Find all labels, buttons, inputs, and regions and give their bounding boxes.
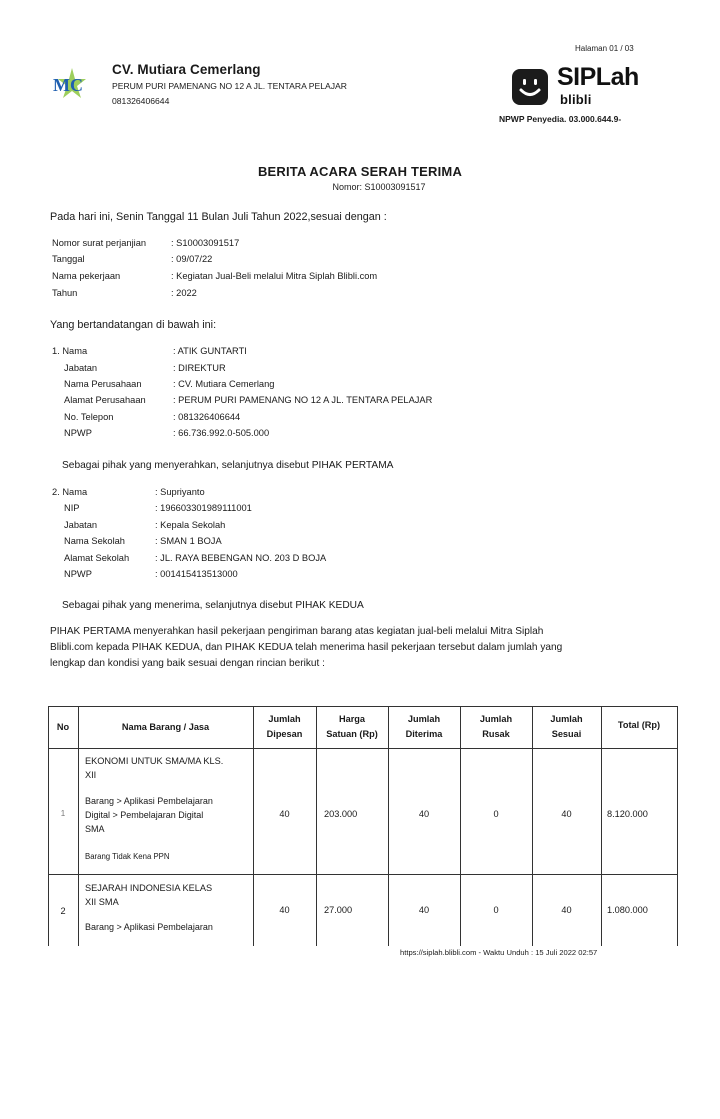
agreement-value: : 2022 [171,288,197,298]
row1-name-line: XII [85,770,97,780]
party1-value: : ATIK GUNTARTI [173,346,247,356]
header-sesuai-line1: Jumlah [550,714,583,724]
party2-label: 2. Nama [52,487,88,497]
party1-value: : 081326406644 [173,412,241,422]
company-logo [50,67,90,101]
header-dipesan-line2: Dipesan [266,729,303,739]
intro-text: Pada hari ini, Senin Tanggal 11 Bulan Juli Tahun 2022,sesuai dengan : [50,211,387,223]
company-logo-text: MC [53,75,83,95]
party1-label: NPWP [64,428,92,438]
company-phone: 081326406644 [112,96,170,106]
row1-tax-note: Barang Tidak Kena PPN [85,852,170,861]
party2-label: Jabatan [64,520,98,530]
row1-rusak: 0 [493,809,499,819]
row2-category: Barang > Aplikasi Pembelajaran [85,922,213,932]
siplah-smile-icon [512,69,548,105]
row1-category-line: Digital > Pembelajaran Digital [85,810,204,820]
party2-value: : JL. RAYA BEBENGAN NO. 203 D BOJA [155,553,327,563]
items-table [48,706,678,946]
siplah-brand: SIPLah [557,63,639,91]
party1-value: : DIREKTUR [173,363,226,373]
party1-label: Nama Perusahaan [64,379,142,389]
blibli-brand: blibli [560,92,592,107]
npwp-penyedia: NPWP Penyedia. 03.000.644.9- [499,114,622,124]
signatories-intro: Yang bertandatangan di bawah ini: [50,319,217,331]
row1-category-line: Barang > Aplikasi Pembelajaran [85,796,213,806]
row1-total: 8.120.000 [607,809,648,819]
agreement-label: Tanggal [52,254,85,264]
row1-diterima: 40 [418,809,430,819]
document-number: Nomor: S10003091517 [332,182,426,192]
header-harga-line2: Satuan (Rp) [326,729,378,739]
row2-dipesan: 40 [279,905,290,915]
row1-dipesan: 40 [279,809,290,819]
agreement-label: Tahun [52,288,78,298]
header-nama-barang: Nama Barang / Jasa [121,722,210,732]
row2-no: 2 [60,906,66,916]
header-dipesan [253,712,316,742]
row1-category [85,794,213,836]
row1-category-line: SMA [85,824,105,834]
agreement-label: Nama pekerjaan [52,271,121,281]
party1-value: : PERUM PURI PAMENANG NO 12 A JL. TENTARA PELAJAR [173,395,433,405]
agreement-label: Nomor surat perjanjian [52,238,147,248]
header-rusak-line2: Rusak [482,729,510,739]
party2-label: NPWP [64,569,92,579]
party2-value: : 001415413513000 [155,569,238,579]
agreement-value: : Kegiatan Jual-Beli melalui Mitra Siplah Blibli.com [171,271,378,281]
header-total: Total (Rp) [617,720,661,730]
footer-download-info: https://siplah.blibli.com - Waktu Unduh : 15 Juli 2022 02:57 [400,948,598,957]
party2-label: Alamat Sekolah [64,553,130,563]
handover-line: PIHAK PERTAMA menyerahkan hasil pekerjaan pengiriman barang atas kegiatan jual-beli melalui Mitra Siplah [50,626,544,637]
party2-value: : SMAN 1 BOJA [155,536,222,546]
handover-line: lengkap dan kondisi yang baik sesuai dengan rincian berikut : [50,658,325,669]
row2-name [85,881,212,909]
row2-harga: 27.000 [324,905,353,915]
company-name: CV. Mutiara Cemerlang [112,62,261,77]
row1-name-line: EKONOMI UNTUK SMA/MA KLS. [85,756,224,766]
company-address: PERUM PURI PAMENANG NO 12 A JL. TENTARA PELAJAR [112,81,347,91]
row2-name-line: XII SMA [85,897,119,907]
header-rusak [460,712,532,742]
party1-value: : CV. Mutiara Cemerlang [173,379,275,389]
handover-line: Blibli.com kepada PIHAK KEDUA, dan PIHAK KEDUA telah menerima hasil pekerjaan tersebut dalam jumlah yang [50,642,563,653]
header-harga [316,712,388,742]
party2-value: : Supriyanto [155,487,205,497]
party2-label: Nama Sekolah [64,536,125,546]
party2-label: NIP [64,503,80,513]
agreement-value: : 09/07/22 [171,254,213,264]
party1-label: Alamat Perusahaan [64,395,146,405]
row2-rusak: 0 [493,905,499,915]
row1-sesuai: 40 [561,809,572,819]
header-harga-line1: Harga [338,714,366,724]
row2-sesuai: 40 [561,905,572,915]
party1-label: Jabatan [64,363,98,373]
agreement-value: : S10003091517 [171,238,240,248]
header-no: No [56,722,70,732]
row2-name-line: SEJARAH INDONESIA KELAS [85,883,213,893]
document-title: BERITA ACARA SERAH TERIMA [257,164,463,179]
row2-diterima: 40 [418,905,430,915]
page-number: Halaman 01 / 03 [575,44,634,53]
header-diterima-line2: Diterima [405,729,443,739]
party1-label: No. Telepon [64,412,114,422]
party2-value: : 196603301989111001 [155,503,252,513]
header-sesuai-line2: Sesuai [551,729,582,739]
party1-statement: Sebagai pihak yang menyerahkan, selanjutnya disebut PIHAK PERTAMA [62,460,394,471]
party1-label: 1. Nama [52,346,88,356]
header-rusak-line1: Jumlah [479,714,513,724]
row1-harga: 203.000 [324,809,358,819]
header-sesuai [532,712,601,742]
party1-value: : 66.736.992.0-505.000 [173,428,270,438]
party2-value: : Kepala Sekolah [155,520,226,530]
row1-no: 1 [60,809,66,818]
header-dipesan-line1: Jumlah [268,714,301,724]
row1-name [85,754,223,782]
party2-statement: Sebagai pihak yang menerima, selanjutnya disebut PIHAK KEDUA [62,600,364,611]
row2-total: 1.080.000 [607,905,648,915]
header-diterima [388,712,460,742]
header-diterima-line1: Jumlah [407,714,441,724]
